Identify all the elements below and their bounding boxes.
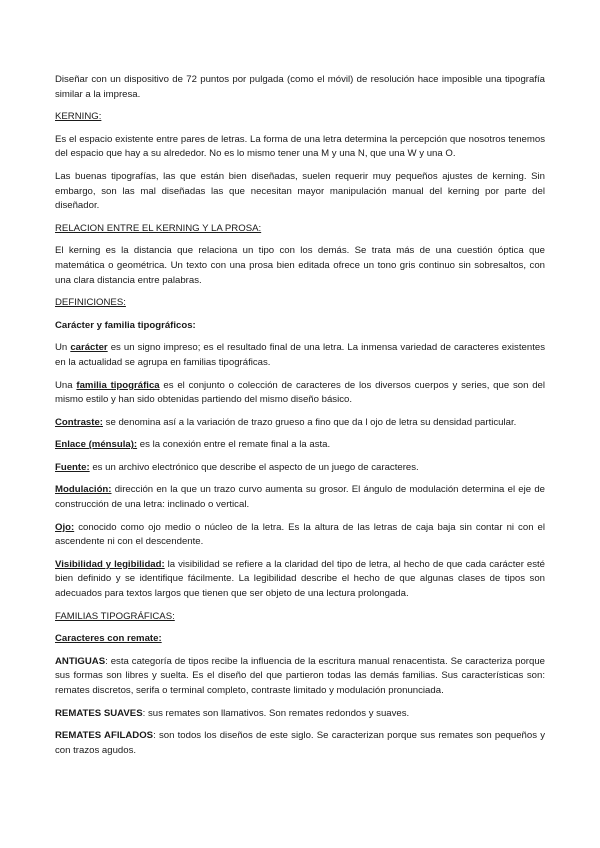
intro-paragraph: Diseñar con un dispositivo de 72 puntos por pulgada (como el móvil) de resolución hace imposible una tipografía similar a la impresa.: [55, 74, 545, 100]
caracter-text: es un signo impreso; es el resultado final de una letra. La inmensa variedad de caracteres existentes en la actualidad se agrupa en familias tipográficas.: [55, 342, 545, 368]
visibilidad-term: Visibilidad y legibilidad:: [55, 558, 165, 570]
contraste-definition: [55, 416, 545, 431]
modulacion-text: dirección en la que un trazo curvo aumenta su grosor. El ángulo de modulación determina el eje de construcción de una letra: inclinado o vertical.: [55, 484, 545, 511]
remates-afilados-text: : son todos los diseños de este siglo. Se caracterizan porque sus remates son pequeños y con trazos agudos.: [55, 730, 545, 756]
antiguas-text: : esta categoría de tipos recibe la influencia de la escritura manual renacentista. Se caracteriza porque sus formas son libres y suelta. Es el diseño del que partieron todas las demás familias. Sus características son: remates discretos, serifa o terminal completo, contraste limitado y modulación pronunciada.: [55, 655, 545, 696]
fuente-text: es un archivo electrónico que describe el aspecto de un juego de caracteres.: [89, 461, 419, 473]
fuente-term: Fuente:: [55, 461, 90, 473]
remates-afilados-definition: [55, 729, 545, 758]
ojo-term: Ojo:: [55, 521, 75, 533]
contraste-text: se denomina así a la variación de trazo grueso a fino que da l ojo de letra su densidad particular.: [102, 416, 517, 428]
antiguas-term: ANTIGUAS: [55, 655, 106, 667]
caracteres-remate-subheading: Caracteres con remate:: [55, 633, 162, 645]
kerning-heading: KERNING:: [55, 111, 102, 123]
modulacion-term: Modulación:: [55, 484, 112, 496]
caracter-familia-subheading: Carácter y familia tipográficos:: [55, 319, 196, 331]
ojo-definition: [55, 521, 545, 550]
remates-suaves-text: : sus remates son llamativos. Son remates redondos y suaves.: [142, 707, 410, 719]
enlace-definition: [55, 438, 545, 453]
familia-definition: [55, 379, 545, 408]
enlace-text: es la conexión entre el remate final a la asta.: [137, 439, 331, 451]
remates-suaves-definition: [55, 707, 545, 722]
contraste-term: Contraste:: [55, 416, 103, 428]
caracter-term: carácter: [70, 342, 108, 354]
modulacion-definition: [55, 483, 545, 512]
familia-pre: Una: [55, 379, 77, 391]
definiciones-heading: DEFINICIONES:: [55, 297, 126, 309]
familia-text: es el conjunto o colección de caracteres de los diversos cuerpos y series, que son del mismo estilo y han sido obtenidas partiendo del mismo diseño básico.: [55, 379, 545, 406]
fuente-definition: [55, 461, 545, 476]
visibilidad-text: la visibilidad se refiere a la claridad del tipo de letra, al hecho de que cada carácter esté bien definido y se identifique fácilmente. La legibilidad describe el hecho de que algunas clases de tipos son adecuados para textos largos que tienen que ser objeto de una lectura prolongada.: [55, 558, 545, 600]
caracter-pre: Un: [55, 342, 71, 354]
relacion-heading: RELACION ENTRE EL KERNING Y LA PROSA:: [55, 222, 262, 234]
caracter-definition: [55, 341, 545, 370]
remates-suaves-term: REMATES SUAVES: [55, 707, 143, 719]
remates-afilados-term: REMATES AFILADOS: [55, 730, 154, 742]
antiguas-definition: [55, 655, 545, 699]
familia-term: familia tipográfica: [76, 379, 160, 391]
visibilidad-definition: [55, 558, 545, 602]
ojo-text: conocido como ojo medio o núcleo de la letra. Es la altura de las letras de caja baja sin contar ni con el ascendente ni con el descendente.: [55, 521, 545, 548]
relacion-paragraph: El kerning es la distancia que relaciona un tipo con los demás. Se trata más de una cuestión óptica que matemática o geométrica. Un texto con una prosa bien editada ofrece un tono gris continuo sin sobresaltos, con una clara distancia entre palabras.: [55, 245, 545, 286]
familias-heading: FAMILIAS TIPOGRÁFICAS:: [55, 610, 175, 622]
kerning-paragraph-2: Las buenas tipografías, las que están bien diseñadas, suelen requerir muy pequeños ajustes de kerning. Sin embargo, son las mal diseñadas las que necesitan mayor manipulación manual del kerning por parte del diseñador.: [55, 170, 545, 212]
kerning-paragraph-1: Es el espacio existente entre pares de letras. La forma de una letra determina la percepción que nosotros tenemos del espacio que hay a su alrededor. No es lo mismo tener una M y una N, que una W y una O.: [55, 133, 545, 160]
document-page: [55, 73, 545, 758]
enlace-term: Enlace (ménsula):: [55, 439, 138, 451]
